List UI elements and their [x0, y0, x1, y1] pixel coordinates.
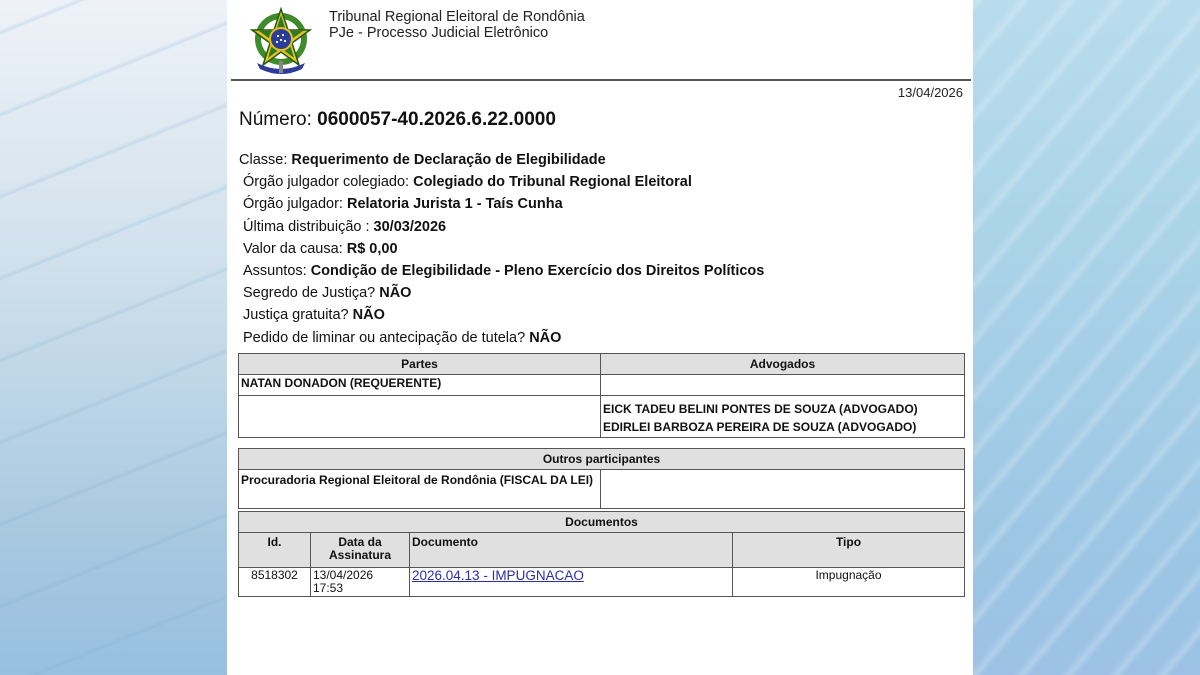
table-row	[239, 396, 965, 438]
column-header-documento: Documento	[410, 533, 733, 568]
process-number-label: Número:	[239, 109, 312, 130]
participant-cell: Procuradoria Regional Eleitoral de Rondônia (FISCAL DA LEI)	[239, 470, 601, 509]
field-label: Última distribuição :	[243, 218, 370, 235]
doc-type-cell: Impugnação	[733, 568, 965, 597]
document-page	[227, 0, 973, 675]
advogado-name: EICK TADEU BELINI PONTES DE SOUZA (ADVOGADO)	[603, 402, 918, 416]
table-row	[239, 568, 965, 597]
field-value: 30/03/2026	[373, 218, 447, 235]
outros-participantes-table	[238, 448, 965, 509]
background-left	[0, 0, 227, 675]
field-orgao-colegiado	[239, 171, 764, 193]
field-segredo-justica	[239, 282, 764, 304]
institution-name: Tribunal Regional Eleitoral de Rondônia	[329, 9, 585, 25]
column-header-tipo: Tipo	[733, 533, 965, 568]
field-label: Segredo de Justiça?	[243, 285, 376, 302]
coat-of-arms-icon	[247, 3, 315, 77]
field-label: Órgão julgador:	[243, 196, 343, 213]
field-value: NÃO	[529, 329, 562, 346]
partes-table	[238, 353, 965, 438]
process-fields	[239, 149, 764, 349]
table-header-row	[239, 533, 965, 568]
document-date: 13/04/2026	[897, 85, 963, 100]
parte-cell: NATAN DONADON (REQUERENTE)	[239, 375, 601, 396]
process-number-value: 0600057-40.2026.6.22.0000	[317, 109, 556, 130]
documentos-table	[238, 511, 965, 597]
field-label: Pedido de liminar ou antecipação de tutela?	[243, 329, 526, 346]
background-right	[973, 0, 1200, 675]
field-value: Condição de Elegibilidade - Pleno Exercício dos Direitos Políticos	[310, 263, 765, 280]
field-value: R$ 0,00	[346, 240, 398, 257]
field-label: Assuntos:	[243, 263, 307, 280]
field-value: Relatoria Jurista 1 - Taís Cunha	[346, 196, 563, 213]
field-ultima-distribuicao	[239, 216, 764, 238]
doc-id-cell: 8518302	[239, 568, 311, 597]
empty-cell	[239, 396, 601, 438]
section-header-documentos: Documentos	[239, 512, 965, 533]
field-assuntos	[239, 260, 764, 282]
field-justica-gratuita	[239, 304, 764, 326]
document-header	[227, 0, 973, 80]
column-header-id: Id.	[239, 533, 311, 568]
field-value: NÃO	[379, 285, 412, 302]
field-valor-causa	[239, 238, 764, 260]
header-divider	[231, 79, 971, 81]
doc-name-cell	[410, 568, 733, 597]
system-name: PJe - Processo Judicial Eletrônico	[329, 25, 549, 41]
table-header-row	[239, 449, 965, 470]
field-label: Justiça gratuita?	[243, 307, 349, 324]
doc-date-cell: 13/04/2026 17:53	[311, 568, 410, 597]
field-orgao-julgador	[239, 193, 764, 215]
document-link[interactable]: 2026.04.13 - IMPUGNACAO	[412, 568, 584, 583]
empty-cell	[601, 470, 965, 509]
field-classe	[239, 149, 764, 171]
field-pedido-liminar	[239, 327, 764, 349]
field-label: Órgão julgador colegiado:	[243, 174, 410, 191]
section-header-outros: Outros participantes	[239, 449, 965, 470]
column-header-advogados: Advogados	[601, 354, 965, 375]
column-header-partes: Partes	[239, 354, 601, 375]
field-label: Valor da causa:	[243, 240, 343, 257]
column-header-data: Data da Assinatura	[311, 533, 410, 568]
table-row	[239, 375, 965, 396]
field-value: Colegiado do Tribunal Regional Eleitoral	[413, 174, 692, 191]
field-value: NÃO	[352, 307, 385, 324]
field-label: Classe:	[239, 152, 288, 168]
table-header-row	[239, 354, 965, 375]
table-header-row	[239, 512, 965, 533]
table-row	[239, 470, 965, 509]
empty-cell	[601, 375, 965, 396]
advogado-name: EDIRLEI BARBOZA PEREIRA DE SOUZA (ADVOGADO)	[603, 420, 917, 434]
field-value: Requerimento de Declaração de Elegibilidade	[291, 152, 606, 168]
advogados-cell	[601, 396, 965, 438]
process-number	[239, 109, 556, 131]
